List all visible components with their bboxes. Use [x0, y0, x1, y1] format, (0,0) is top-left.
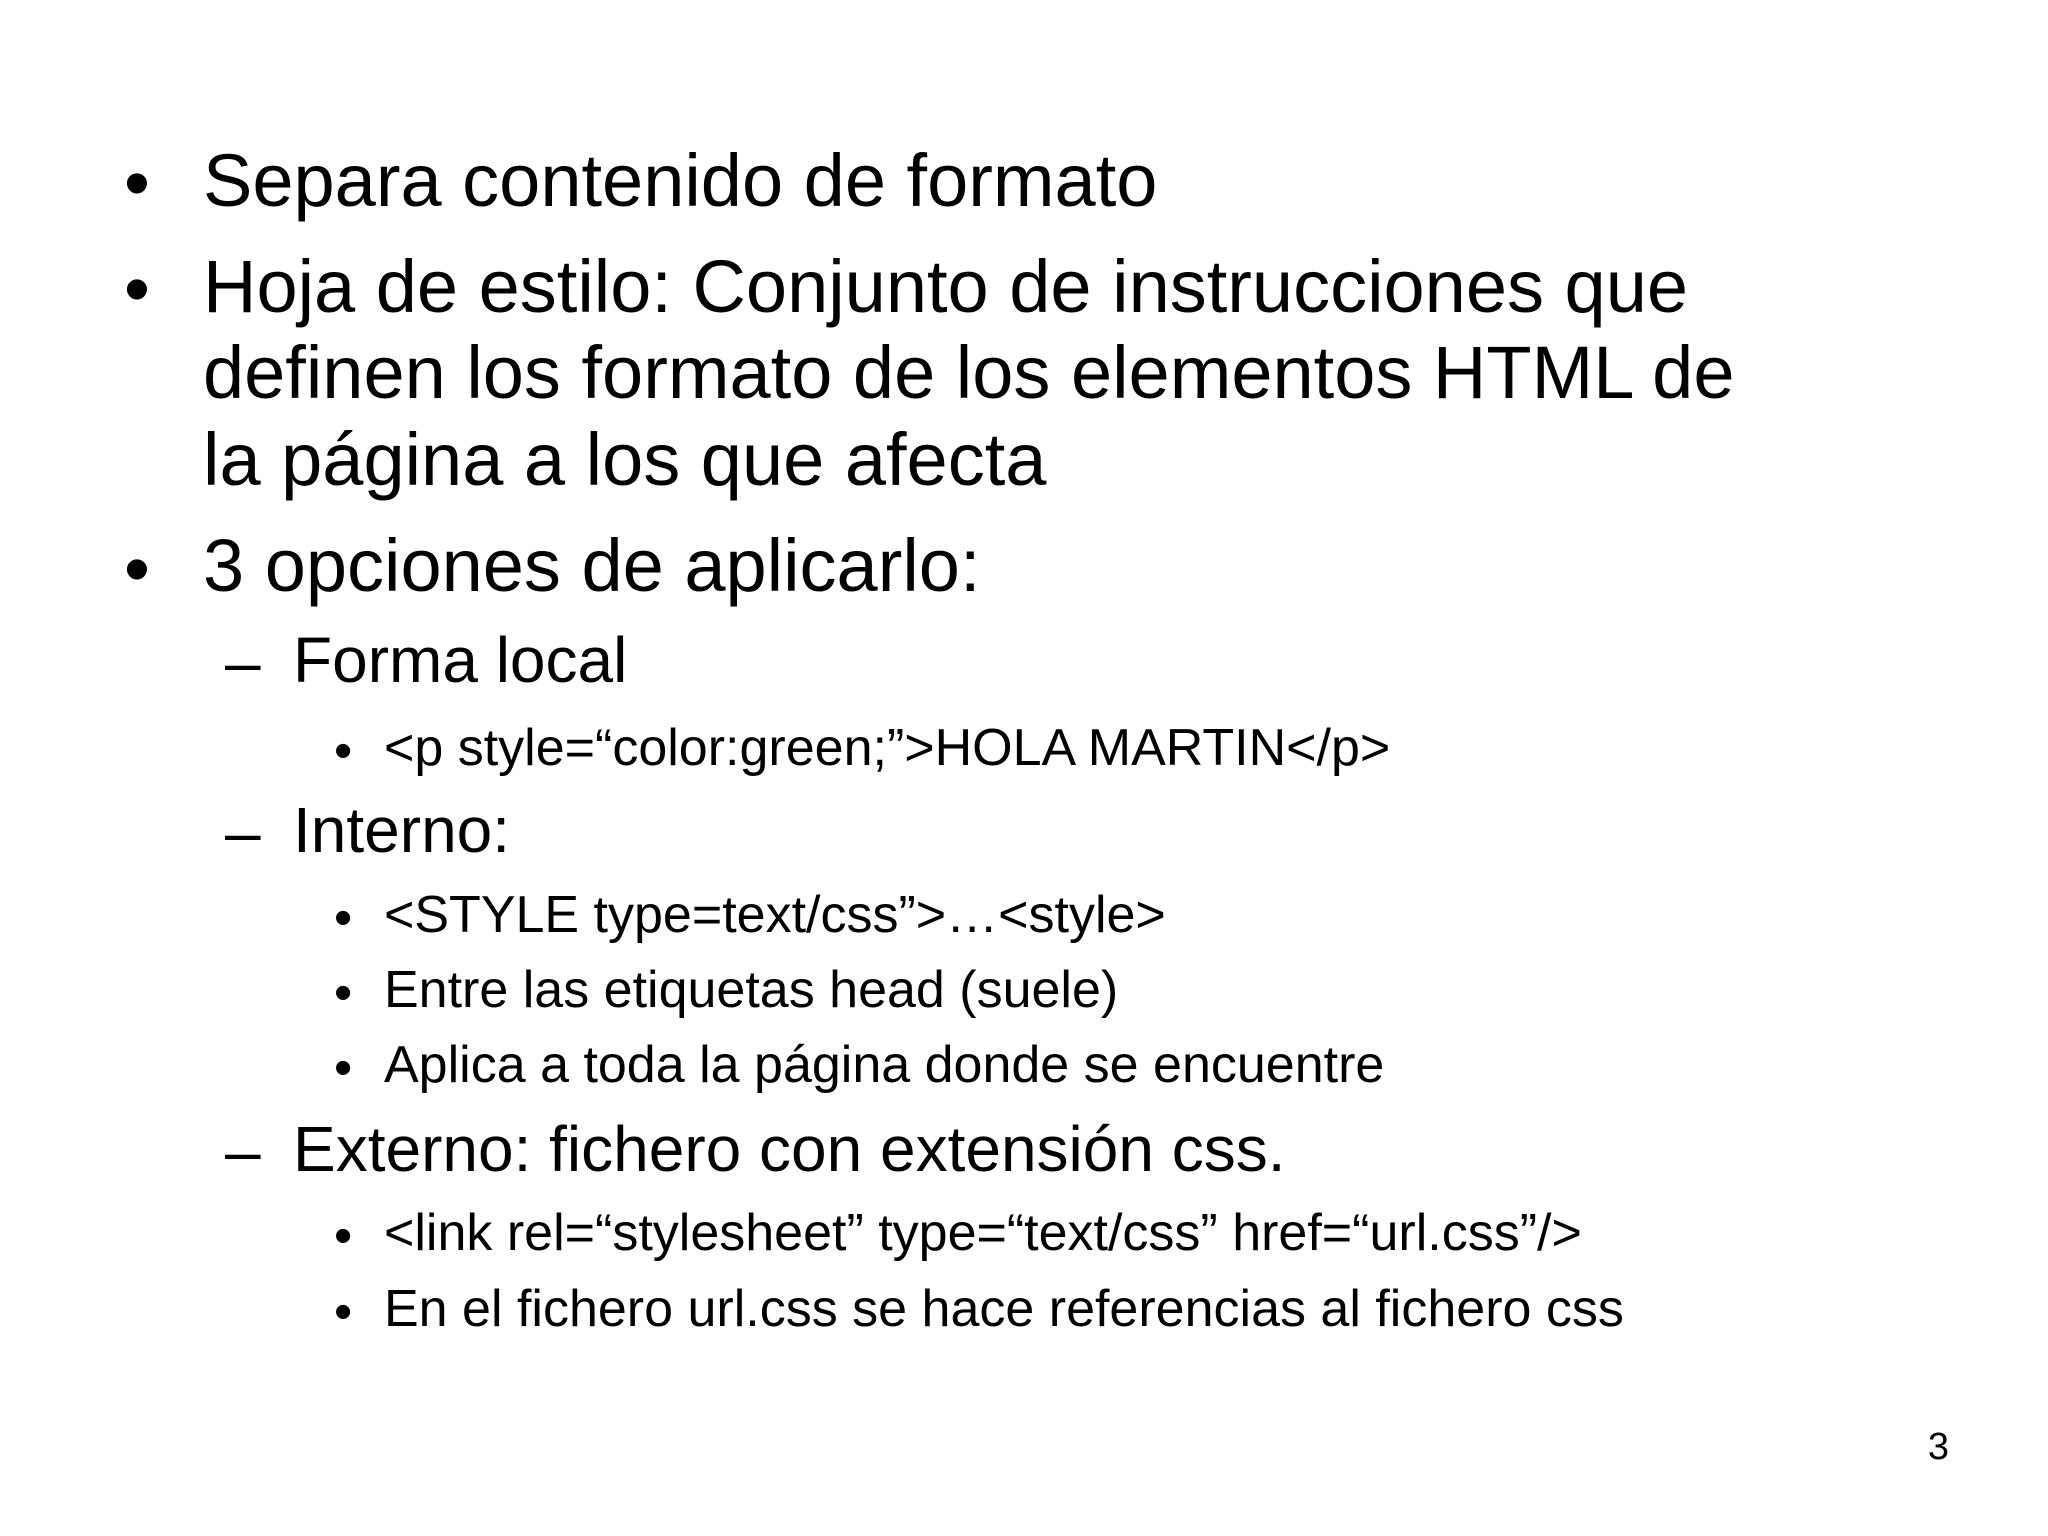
item-externo: Externo: fichero con extensión css.: [293, 1113, 1286, 1185]
item-interno: Interno:: [293, 794, 511, 866]
item-link-tag: <link rel=“stylesheet” type=“text/css” href=“url.css”/>: [384, 1204, 1582, 1262]
bullet-externo-1: •: [334, 1207, 353, 1265]
item-hoja-line-3: la página a los que afecta: [203, 418, 1047, 501]
item-style-tag: <STYLE type=text/css”>…<style>: [384, 886, 1166, 944]
item-aplica: Aplica a toda la página donde se encuentre: [384, 1036, 1385, 1094]
item-opciones: 3 opciones de aplicarlo:: [203, 524, 981, 607]
item-hoja-line-2: definen los formato de los elementos HTML de: [203, 331, 1735, 414]
bullet-interno-3: •: [334, 1039, 353, 1097]
item-entre-etiquetas: Entre las etiquetas head (suele): [384, 961, 1119, 1019]
bullet-3: •: [124, 527, 150, 610]
bullet-1: •: [124, 141, 150, 224]
bullet-2: •: [124, 247, 150, 330]
item-p-style: <p style=“color:green;”>HOLA MARTIN</p>: [384, 719, 1391, 777]
dash-3: –: [225, 1115, 261, 1187]
item-separa: Separa contenido de formato: [203, 139, 1158, 222]
item-forma-local: Forma local: [293, 624, 628, 696]
bullet-interno-1: •: [334, 889, 353, 947]
item-hoja-line-1: Hoja de estilo: Conjunto de instrucciones que: [203, 245, 1689, 328]
bullet-forma-local-1: •: [334, 722, 353, 780]
dash-2: –: [225, 796, 261, 868]
bullet-interno-2: •: [334, 964, 353, 1022]
bullet-externo-2: •: [334, 1283, 353, 1341]
dash-1: –: [225, 626, 261, 698]
item-fichero-url: En el fichero url.css se hace referencias al fichero css: [384, 1280, 1624, 1338]
page-number: 3: [1927, 1426, 1949, 1468]
